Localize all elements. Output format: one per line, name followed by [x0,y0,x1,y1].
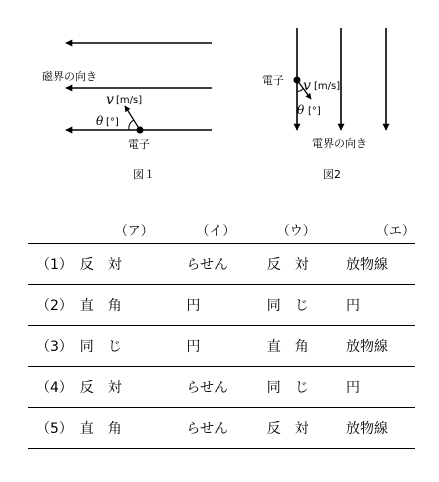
velocity-symbol: v [106,92,114,108]
table-row [28,326,415,367]
cell-i: らせん [186,244,266,285]
magnetic-field-label: 磁界の向き [42,70,97,83]
cell-u: 同 じ [267,367,346,408]
cell-e: 放物線 [346,244,415,285]
table-row [28,244,415,285]
electric-field-label: 電界の向き [312,137,367,150]
answer-table [28,215,415,449]
header-u: （ウ） [267,215,346,244]
table-row [28,408,415,449]
angle-unit-2: [°] [308,106,321,117]
cell-u: 直 角 [267,326,346,367]
cell-a: 反 対 [80,367,187,408]
table-row [28,285,415,326]
cell-e: 放物線 [346,408,415,449]
angle-symbol-2: θ [297,103,305,117]
header-e: （エ） [346,215,415,244]
row-number: （3） [28,326,80,367]
velocity-unit: [m/s] [116,95,143,106]
cell-a: 反 対 [80,244,187,285]
cell-i: 円 [186,285,266,326]
figure2 [262,28,386,181]
row-number: （1） [28,244,80,285]
cell-a: 同 じ [80,326,187,367]
table-row [28,367,415,408]
cell-a: 直 角 [80,285,187,326]
table-header-row [28,215,415,244]
angle-unit: [°] [106,117,119,128]
velocity-vector [125,106,140,130]
cell-i: らせん [186,367,266,408]
row-number: （4） [28,367,80,408]
cell-u: 同 じ [267,285,346,326]
cell-i: らせん [186,408,266,449]
electron-label: 電子 [128,138,150,151]
cell-u: 反 対 [267,244,346,285]
header-blank [28,215,80,244]
figure2-caption: 図2 [323,168,341,181]
velocity-symbol-2: v [303,78,311,94]
angle-symbol: θ [96,114,104,128]
figure1-caption: 図１ [133,168,155,181]
header-a: （ア） [80,215,187,244]
electron-label-2: 電子 [262,74,284,87]
figures-diagram [0,0,439,210]
row-number: （5） [28,408,80,449]
cell-e: 放物線 [346,326,415,367]
figure1 [42,43,212,181]
header-i: （イ） [186,215,266,244]
cell-e: 円 [346,367,415,408]
cell-i: 円 [186,326,266,367]
row-number: （2） [28,285,80,326]
cell-e: 円 [346,285,415,326]
cell-a: 直 角 [80,408,187,449]
cell-u: 反 対 [267,408,346,449]
angle-arc [129,120,134,130]
velocity-unit-2: [m/s] [314,81,341,92]
